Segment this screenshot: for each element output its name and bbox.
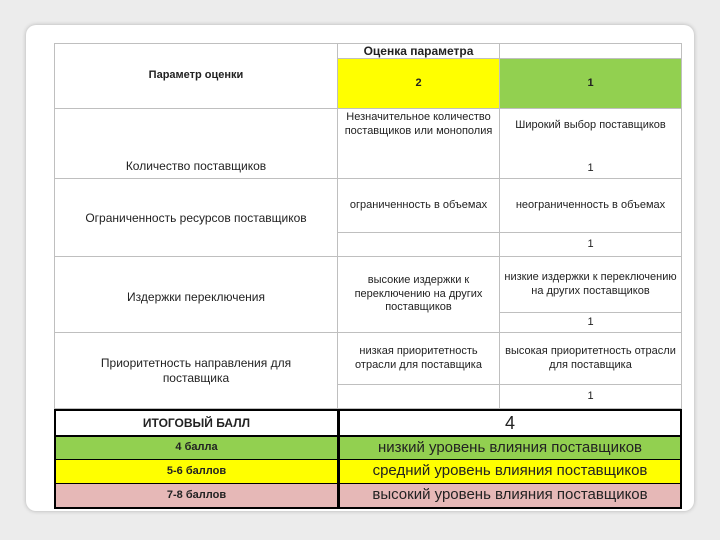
score-2-header: 2 bbox=[338, 59, 500, 109]
row-3-value: 1 bbox=[500, 313, 682, 333]
row-4-blank bbox=[338, 385, 500, 409]
row-4-col3: высокая приоритетность отрасли для поставщика bbox=[500, 333, 682, 385]
row-1-col3-cell bbox=[500, 109, 682, 179]
evaluation-header: Оценка параметра bbox=[338, 43, 500, 59]
row-4-col2: низкая приоритетность отрасли для поставщика bbox=[338, 333, 500, 385]
row-4-name: Приоритетность направления для поставщика bbox=[54, 333, 338, 409]
row-2-col2: ограниченность в объемах bbox=[338, 179, 500, 233]
row-3-col3: низкие издержки к переключению на других поставщиков bbox=[500, 257, 682, 313]
legend-2-level: средний уровень влияния поставщиков bbox=[338, 460, 682, 484]
row-2-col3: неограниченность в объемах bbox=[500, 179, 682, 233]
evaluation-header-blank bbox=[500, 43, 682, 59]
row-2-name: Ограниченность ресурсов поставщиков bbox=[54, 179, 338, 257]
total-label: ИТОГОВЫЙ БАЛЛ bbox=[54, 409, 338, 437]
row-1-col3: Широкий выбор поставщиков bbox=[515, 119, 666, 131]
row-4-value: 1 bbox=[500, 385, 682, 409]
row-2-value: 1 bbox=[500, 233, 682, 257]
total-value: 4 bbox=[338, 409, 682, 437]
legend-1-score: 4 балла bbox=[54, 437, 338, 460]
row-3-col2: высокие издержки к переключению на других поставщиков bbox=[338, 257, 500, 333]
legend-3-score: 7-8 баллов bbox=[54, 484, 338, 509]
row-1-name: Количество поставщиков bbox=[54, 109, 338, 179]
row-1-value: 1 bbox=[587, 162, 594, 175]
legend-1-level: низкий уровень влияния поставщиков bbox=[338, 437, 682, 460]
row-3-name: Издержки переключения bbox=[54, 257, 338, 333]
score-1-header: 1 bbox=[500, 59, 682, 109]
param-header: Параметр оценки bbox=[54, 43, 338, 109]
row-1-col2: Незначительное количество поставщиков или монополия bbox=[338, 109, 500, 179]
legend-3-level: высокий уровень влияния поставщиков bbox=[338, 484, 682, 509]
legend-2-score: 5-6 баллов bbox=[54, 460, 338, 484]
supplier-power-table bbox=[54, 43, 682, 504]
row-2-blank bbox=[338, 233, 500, 257]
